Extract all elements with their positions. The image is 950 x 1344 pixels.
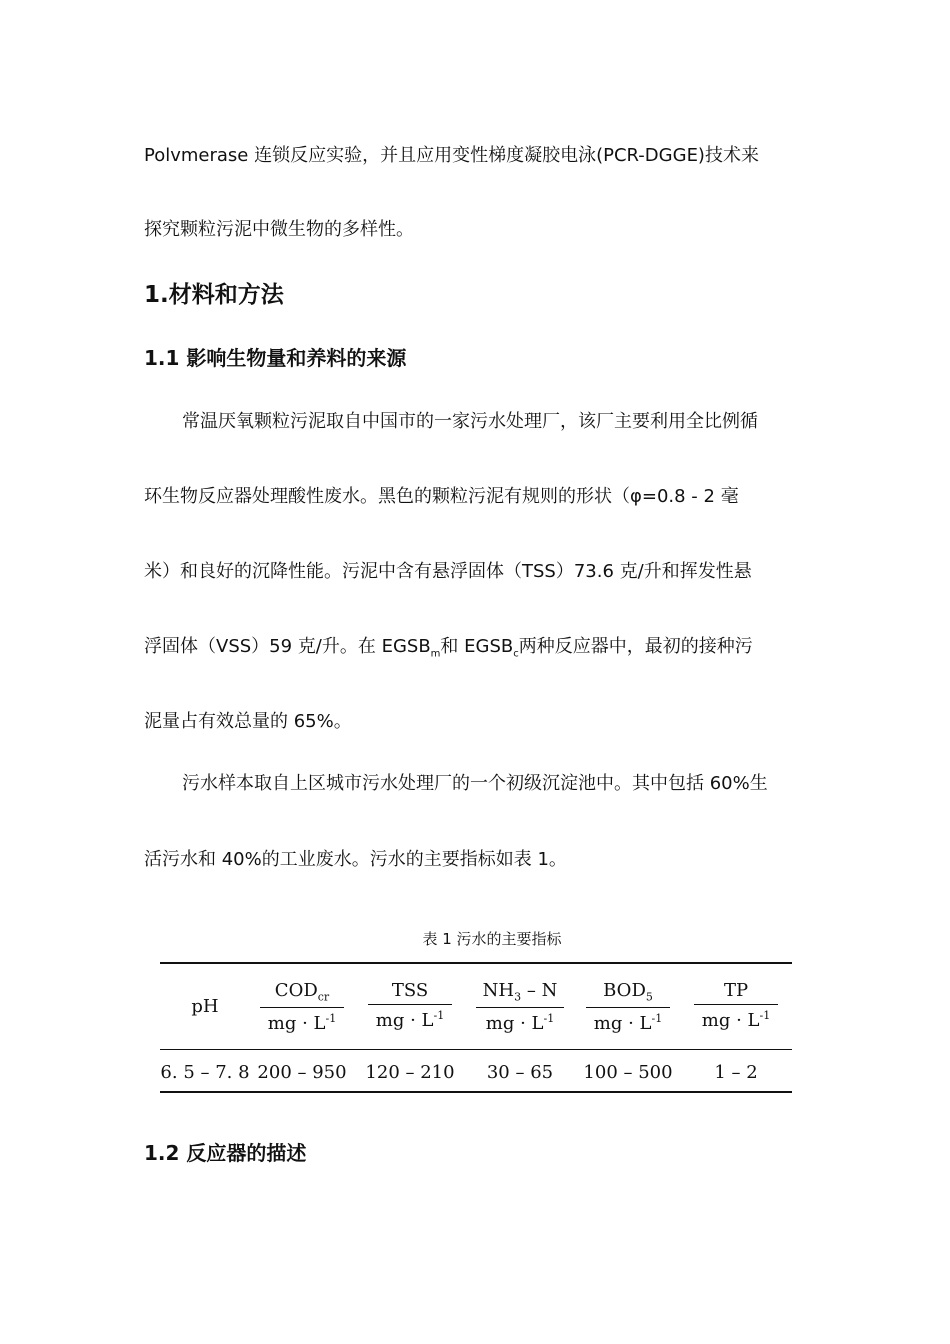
paragraph-line [144,632,808,660]
paragraph-line: 环生物反应器处理酸性废水。黑色的颗粒污泥有规则的形状（φ=0.8 - 2 毫 [144,486,739,507]
unit-exp: -1 [651,1011,663,1025]
table-cell: 200 – 950 [257,1062,347,1083]
paragraph-line: 米）和良好的沉降性能。污泥中含有悬浮固体（TSS）73.6 克/升和挥发性悬 [144,561,752,582]
header-sub: 3 [514,990,522,1004]
paragraph-line: 探究颗粒污泥中微生物的多样性。 [144,219,414,240]
table-mid-rule [160,1049,792,1050]
unit: mg · L [267,1012,326,1034]
section-heading: 1.材料和方法 [144,282,284,308]
table-cell: 30 – 65 [486,1062,554,1083]
unit-exp: -1 [759,1009,771,1022]
fraction-bar [694,1004,778,1005]
fraction-bar [476,1007,564,1008]
header-sub: 5 [645,990,653,1004]
fraction-bar [368,1004,452,1005]
header-sub: cr [317,990,330,1004]
paragraph-line: 常温厌氧颗粒污泥取自中国市的一家污水处理厂，该厂主要利用全比例循 [182,411,758,432]
header-bod5 [586,980,670,1034]
fraction-bar [260,1007,344,1008]
unit: mg · L [485,1012,544,1034]
header-label: pH [191,996,219,1017]
header-label: BOD [603,980,646,1001]
unit: mg · L [701,1010,760,1031]
table-cell: 6. 5 – 7. 8 [160,1062,250,1083]
unit-exp: -1 [543,1011,555,1025]
text-segment: 和 EGSB [440,636,514,657]
paragraph-line: 泥量占有效总量的 65%。 [144,711,352,732]
header-tp [694,980,778,1031]
subscript: m [430,648,441,660]
table-cell: 100 – 500 [583,1062,673,1083]
text-segment: 两种反应器中，最初的接种污 [518,636,753,657]
unit: mg · L [593,1012,652,1034]
unit-exp: -1 [325,1011,337,1025]
paragraph-line: 污水样本取自上区城市污水处理厂的一个初级沉淀池中。其中包括 60%生 [182,773,768,794]
header-label: NH [482,980,515,1001]
indicator-table [160,962,792,1096]
fraction-bar [586,1007,670,1008]
header-label: COD [274,980,318,1001]
table-cell: 120 – 210 [365,1062,455,1083]
text-segment: 浮固体（VSS）59 克/升。在 EGSB [144,636,431,657]
paragraph-line: 活污水和 40%的工业废水。污水的主要指标如表 1。 [144,849,567,870]
header-label: TSS [391,980,429,1001]
table-bottom-rule [160,1091,792,1093]
subsection-heading: 1.1 影响生物量和养料的来源 [144,346,407,370]
header-label: TP [723,980,749,1001]
header-suffix: – N [521,980,558,1001]
subscript: c [513,648,519,660]
header-cod [260,980,344,1034]
table-cell: 1 – 2 [714,1062,758,1083]
table-caption: 表 1 污水的主要指标 [422,930,562,948]
table-top-rule [160,962,792,964]
subsection-heading: 1.2 反应器的描述 [144,1141,307,1165]
unit-exp: -1 [433,1009,445,1022]
header-nh3n [476,980,564,1034]
unit: mg · L [375,1010,434,1031]
paragraph-line: Polvmerase 连锁反应实验，并且应用变性梯度凝胶电泳(PCR-DGGE)技术来 [144,145,759,166]
header-tss [368,980,452,1031]
header-ph [170,996,240,1017]
